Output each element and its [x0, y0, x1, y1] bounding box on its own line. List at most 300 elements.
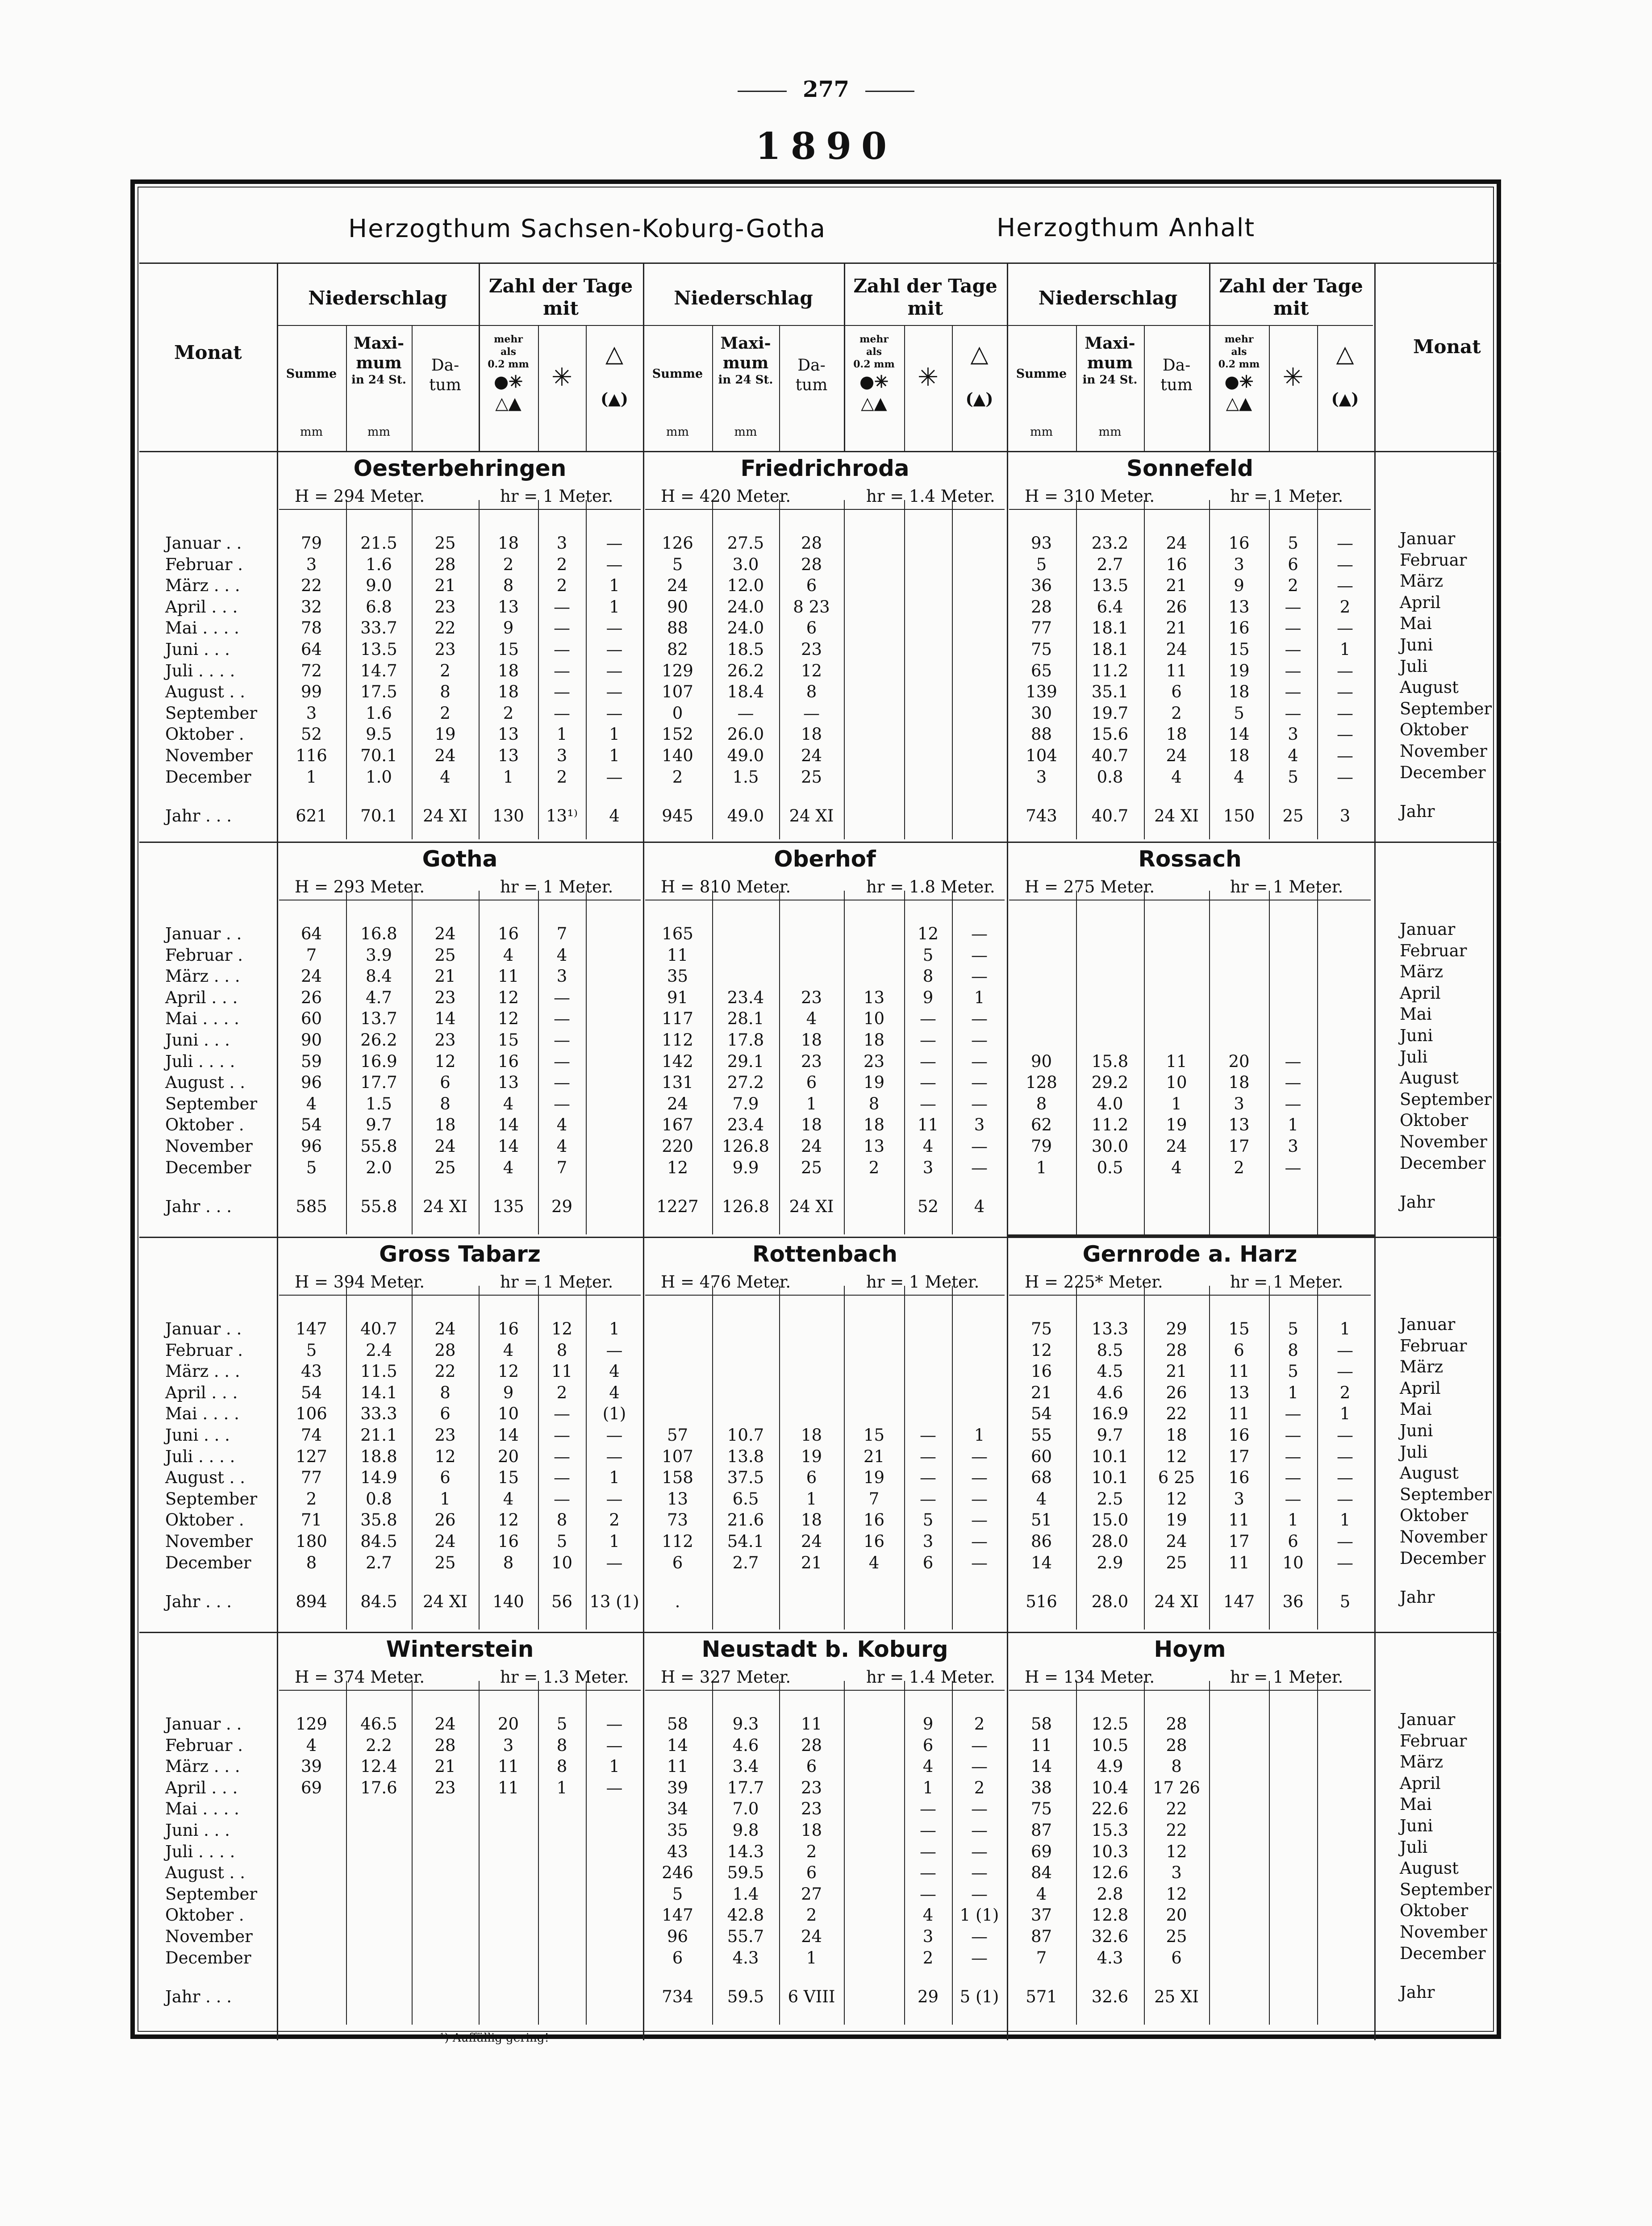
table-cell: 107	[662, 682, 693, 702]
table-cell: 12	[801, 661, 822, 680]
month-label: Januar . .	[165, 1319, 242, 1338]
month-label: November	[165, 746, 253, 765]
table-cell-total: 70.1	[360, 806, 397, 826]
table-cell: 2.8	[1097, 1884, 1123, 1904]
table-cell: 21.5	[360, 534, 397, 553]
table-cell: 12.5	[1091, 1714, 1129, 1734]
table-cell: 11	[497, 967, 519, 986]
table-cell: 129	[662, 661, 693, 680]
table-cell: 1	[556, 725, 567, 744]
table-cell: 14	[1030, 1553, 1052, 1572]
month-label: März . . .	[165, 1362, 240, 1381]
table-cell: 7	[556, 1158, 567, 1177]
table-cell: 8	[440, 682, 451, 702]
table-cell: —	[1285, 618, 1302, 638]
table-cell: 8	[868, 1094, 880, 1113]
table-cell: 6	[806, 1073, 817, 1092]
table-cell: 28	[1030, 597, 1052, 617]
table-cell: 23	[434, 988, 456, 1007]
unit-label: mm	[367, 425, 391, 439]
table-cell: 180	[296, 1532, 327, 1551]
table-cell: 6.5	[732, 1489, 759, 1509]
month-label: Juli . . . .	[165, 1446, 235, 1466]
table-cell: 11	[1228, 1404, 1250, 1424]
table-cell: 8	[1171, 1757, 1182, 1776]
month-label: August	[1400, 678, 1459, 697]
table-cell: 18	[1166, 725, 1187, 744]
table-cell: 26	[434, 1510, 456, 1530]
table-cell: 6	[1288, 554, 1298, 574]
snow-icon: ✳	[551, 363, 572, 392]
table-cell: —	[971, 1735, 988, 1755]
table-cell: 4	[922, 1137, 934, 1156]
table-cell: 65	[1030, 661, 1052, 680]
column-header-mehr-als: mehr	[494, 333, 523, 345]
table-cell: 23	[434, 1426, 456, 1445]
table-cell: 131	[662, 1073, 693, 1092]
table-cell: 3	[1171, 1863, 1182, 1883]
table-cell: 10	[497, 1404, 519, 1424]
table-cell: 54.1	[727, 1532, 764, 1551]
table-cell: 28.1	[727, 1009, 764, 1029]
table-cell: 90	[1030, 1051, 1052, 1071]
month-label: November	[165, 1532, 253, 1551]
table-cell: 23	[801, 1778, 822, 1797]
table-cell: 22	[300, 576, 322, 596]
table-cell: 246	[662, 1863, 693, 1883]
table-cell: 4	[503, 1094, 514, 1113]
table-cell: 8	[306, 1553, 317, 1572]
month-label: September	[165, 1094, 258, 1113]
table-cell: 2	[1234, 1158, 1244, 1177]
table-cell: 3	[974, 1115, 985, 1135]
table-cell: 23	[801, 640, 822, 659]
month-label: Januar . .	[165, 924, 242, 943]
table-cell: 16	[1228, 1426, 1250, 1445]
table-cell-total: 24 XI	[1154, 806, 1199, 826]
table-cell-total: 5 (1)	[959, 1987, 999, 2007]
table-cell: 71	[300, 1510, 322, 1530]
table-cell: 17	[1228, 1532, 1250, 1551]
table-cell: 33.7	[360, 618, 397, 638]
column-header-monat: Monat	[174, 342, 242, 363]
table-cell: 15.6	[1091, 725, 1129, 744]
unit-label: mm	[666, 425, 689, 439]
table-cell: 11	[1166, 1051, 1187, 1071]
column-header-datum: Da-	[1162, 356, 1191, 375]
table-cell: 9	[922, 1714, 934, 1734]
table-cell: 15.8	[1091, 1051, 1129, 1071]
table-cell: —	[971, 1821, 988, 1840]
table-cell: —	[1337, 1489, 1353, 1509]
table-cell: 96	[667, 1927, 688, 1946]
column-header-maximum: Maxi-	[720, 334, 771, 353]
table-cell: —	[1285, 1489, 1302, 1509]
table-cell: 2.7	[1097, 554, 1123, 574]
table-cell: 13	[863, 988, 885, 1007]
table-cell: 0.5	[1097, 1158, 1123, 1177]
table-cell: 13	[497, 1073, 519, 1092]
table-cell: 18	[1228, 682, 1250, 702]
table-cell: —	[554, 703, 570, 723]
month-label: August . .	[165, 1863, 245, 1883]
table-cell-total: 24 XI	[1154, 1592, 1199, 1612]
station-gauge-height: hr = 1 Meter.	[1230, 487, 1343, 506]
table-cell: 20	[1228, 1051, 1250, 1071]
table-cell-total: 13 (1)	[589, 1592, 639, 1612]
table-cell: 18	[497, 534, 519, 553]
table-cell: 16	[1228, 1468, 1250, 1488]
table-cell: 82	[667, 640, 688, 659]
table-cell: 18	[801, 1115, 822, 1135]
table-cell: 96	[300, 1137, 322, 1156]
month-label: Mai	[1400, 1005, 1432, 1024]
table-cell: 84.5	[360, 1532, 397, 1551]
table-cell: —	[1337, 1446, 1353, 1466]
table-cell: 84	[1030, 1863, 1052, 1883]
table-cell: —	[737, 703, 754, 723]
table-cell: 4	[503, 1489, 514, 1509]
table-cell: —	[606, 1735, 623, 1755]
column-header-zahl-der-tage: Zahl der Tage	[488, 275, 633, 297]
table-cell: 21	[1166, 1362, 1187, 1381]
table-cell: 112	[662, 1030, 693, 1050]
table-cell: 54	[300, 1383, 322, 1402]
table-cell: 9.7	[366, 1115, 392, 1135]
table-cell: 3	[1288, 1137, 1298, 1156]
column-header-mehr-als: als	[501, 346, 516, 358]
table-cell: 2	[806, 1842, 817, 1861]
table-cell: 58	[1030, 1714, 1052, 1734]
table-cell: 3	[306, 554, 317, 574]
month-label: Januar . .	[165, 534, 242, 553]
table-cell: —	[606, 767, 623, 787]
table-cell: 1	[609, 1319, 620, 1338]
table-cell-total: 5	[1339, 1592, 1351, 1612]
table-cell: 21	[1030, 1383, 1052, 1402]
month-label: September	[1400, 1484, 1492, 1504]
divider	[738, 91, 787, 92]
hail-icon: (▲)	[965, 390, 993, 409]
table-cell: 4	[440, 767, 451, 787]
table-cell: 78	[300, 618, 322, 638]
page-number	[0, 76, 1652, 102]
table-cell: —	[920, 1799, 936, 1819]
table-cell: —	[1285, 1446, 1302, 1466]
table-cell: 13	[497, 725, 519, 744]
table-cell-total: 4	[609, 806, 620, 826]
table-cell: —	[971, 1532, 988, 1551]
table-cell: 104	[1026, 746, 1057, 765]
month-label: Juli	[1400, 1837, 1428, 1857]
table-cell: 24	[667, 1094, 688, 1113]
table-cell: 15	[497, 1030, 519, 1050]
station-gauge-height: hr = 1.4 Meter.	[866, 487, 995, 506]
table-cell: 4	[1234, 767, 1244, 787]
column-header-maximum: mum	[722, 354, 769, 372]
table-cell: 140	[662, 746, 693, 765]
table-cell: 11.5	[360, 1362, 397, 1381]
table-cell: 93	[1030, 534, 1052, 553]
table-cell: 12.4	[360, 1757, 397, 1776]
table-cell: 20	[497, 1446, 519, 1466]
table-cell: 5	[556, 1714, 567, 1734]
table-cell: 25	[1166, 1927, 1187, 1946]
table-cell: 11.2	[1091, 1115, 1129, 1135]
table-cell: 12	[917, 924, 939, 943]
table-cell: 2.7	[732, 1553, 759, 1572]
table-cell: 4	[1171, 767, 1182, 787]
table-cell: 28	[801, 554, 822, 574]
station-gauge-height: hr = 1 Meter.	[1230, 1272, 1343, 1292]
table-cell: 3.4	[732, 1757, 759, 1776]
month-label: Februar	[1400, 550, 1467, 570]
table-cell: 13.7	[360, 1009, 397, 1029]
table-cell-total: 52	[917, 1197, 939, 1217]
table-cell: 29.1	[727, 1051, 764, 1071]
station-gauge-height: hr = 1 Meter.	[500, 877, 613, 896]
table-cell: —	[1337, 534, 1353, 553]
table-cell: 19	[434, 725, 456, 744]
table-cell: 1	[974, 988, 985, 1007]
table-cell: 12	[434, 1051, 456, 1071]
station-name: Oberhof	[774, 846, 876, 872]
table-cell: 14	[1228, 725, 1250, 744]
table-cell: 21	[863, 1446, 885, 1466]
table-cell: 1	[1339, 1510, 1351, 1530]
table-cell: 58	[667, 1714, 688, 1734]
table-cell: 54	[1030, 1404, 1052, 1424]
table-cell: 13.5	[360, 640, 397, 659]
table-cell: 3	[503, 1735, 514, 1755]
table-cell: 52	[300, 725, 322, 744]
table-cell: 0	[672, 703, 683, 723]
column-header-mehr-als: △▲	[495, 393, 521, 413]
table-cell: 5	[922, 945, 934, 965]
table-cell: 1.6	[366, 554, 392, 574]
table-cell: 23	[801, 1799, 822, 1819]
table-cell: 13.5	[1091, 576, 1129, 596]
table-cell: 18	[497, 682, 519, 702]
table-cell: —	[554, 1404, 570, 1424]
table-cell: 1	[806, 1489, 817, 1509]
table-cell: 86	[1030, 1532, 1052, 1551]
table-cell: 4	[306, 1735, 317, 1755]
table-cell: 14.9	[360, 1468, 397, 1488]
month-label: Oktober .	[165, 1905, 244, 1925]
table-cell: —	[971, 1137, 988, 1156]
table-cell: 12	[434, 1446, 456, 1466]
table-cell: 6.4	[1097, 597, 1123, 617]
month-label: November	[1400, 1132, 1487, 1151]
table-cell: 43	[300, 1362, 322, 1381]
table-cell: 24	[1166, 534, 1187, 553]
table-cell: 15.0	[1091, 1510, 1129, 1530]
table-cell: 1	[609, 597, 620, 617]
month-label: August	[1400, 1463, 1459, 1483]
page-title: 1890	[755, 125, 897, 168]
table-cell: 5	[556, 1532, 567, 1551]
table-cell: 22	[1166, 1799, 1187, 1819]
table-cell: 0.8	[366, 1489, 392, 1509]
table-cell: 24	[1166, 1532, 1187, 1551]
table-cell: —	[971, 1489, 988, 1509]
month-label: Februar	[1400, 941, 1467, 960]
table-cell: 18.1	[1091, 618, 1129, 638]
table-cell: 19	[863, 1468, 885, 1488]
table-cell: —	[554, 1426, 570, 1445]
table-cell: 158	[662, 1468, 693, 1488]
month-label: September	[1400, 1880, 1492, 1899]
table-cell-total: 25 XI	[1154, 1987, 1199, 2007]
table-cell: 5	[306, 1340, 317, 1360]
table-cell: 11	[667, 945, 688, 965]
table-cell: 27.2	[727, 1073, 764, 1092]
table-cell: 1.5	[732, 767, 759, 787]
table-cell-total: 621	[296, 806, 327, 826]
station-name: Neustadt b. Koburg	[701, 1636, 948, 1662]
table-cell-total: 59.5	[727, 1987, 764, 2007]
table-cell: 7	[306, 945, 317, 965]
station-gauge-height: hr = 1 Meter.	[1230, 1667, 1343, 1687]
table-cell: 4.6	[1097, 1383, 1123, 1402]
month-label: Juni . . .	[165, 1821, 230, 1840]
month-label: März . . .	[165, 1757, 240, 1776]
table-cell: 13	[497, 597, 519, 617]
table-cell: 4.5	[1097, 1362, 1123, 1381]
table-cell: 3	[556, 967, 567, 986]
table-cell: 2	[556, 1383, 567, 1402]
table-cell: 19	[1166, 1115, 1187, 1135]
column-header-mehr-als: 0.2 mm	[853, 358, 895, 370]
table-cell: —	[554, 988, 570, 1007]
month-label: September	[165, 1489, 258, 1509]
table-cell: (1)	[602, 1404, 626, 1424]
table-cell: —	[606, 703, 623, 723]
table-cell: —	[1285, 1094, 1302, 1113]
table-cell: 43	[667, 1842, 688, 1861]
table-cell: 4	[609, 1362, 620, 1381]
table-cell: 10.7	[727, 1426, 764, 1445]
station-elevation: H = 225* Meter.	[1025, 1272, 1163, 1292]
table-cell: 5	[922, 1510, 934, 1530]
table-cell: 35.1	[1091, 682, 1129, 702]
table-cell: —	[554, 1446, 570, 1466]
table-cell: —	[1337, 576, 1353, 596]
table-cell: 18.1	[1091, 640, 1129, 659]
month-label: Februar .	[165, 1735, 243, 1755]
table-cell: 23	[434, 597, 456, 617]
station-name: Gross Tabarz	[379, 1241, 541, 1267]
table-cell: —	[606, 1340, 623, 1360]
table-cell: 19.7	[1091, 703, 1129, 723]
table-cell: 18	[801, 1821, 822, 1840]
table-cell: —	[554, 1489, 570, 1509]
table-cell: 8	[503, 576, 514, 596]
table-cell: 6	[806, 1863, 817, 1883]
table-cell: 22	[1166, 1821, 1187, 1840]
table-cell: —	[606, 1553, 623, 1572]
table-cell: —	[971, 1009, 988, 1029]
table-cell: 15	[1228, 640, 1250, 659]
table-cell: 28	[434, 1340, 456, 1360]
table-cell: 90	[667, 597, 688, 617]
table-cell: 7.9	[732, 1094, 759, 1113]
table-cell: —	[971, 967, 988, 986]
table-cell: 69	[300, 1778, 322, 1797]
month-label: August . .	[165, 682, 245, 702]
table-cell: —	[606, 1426, 623, 1445]
table-cell: —	[1285, 640, 1302, 659]
table-cell: —	[606, 661, 623, 680]
month-label: Juli	[1400, 1047, 1428, 1067]
table-cell: —	[1337, 1532, 1353, 1551]
table-cell: —	[554, 597, 570, 617]
table-cell: 5	[1288, 1319, 1298, 1338]
table-cell: 16	[863, 1532, 885, 1551]
table-cell: 3	[1234, 1489, 1244, 1509]
table-cell: 6	[672, 1553, 683, 1572]
table-cell: 12	[551, 1319, 573, 1338]
table-cell: 24	[801, 1137, 822, 1156]
station-name: Rottenbach	[752, 1241, 897, 1267]
hail-icon: △	[970, 341, 989, 367]
table-cell: 24	[667, 576, 688, 596]
column-header-niederschlag: Niederschlag	[1038, 287, 1178, 309]
table-cell: 30.0	[1091, 1137, 1129, 1156]
table-cell: —	[920, 1051, 936, 1071]
table-cell: 26	[300, 988, 322, 1007]
station-gauge-height: hr = 1.4 Meter.	[866, 1667, 995, 1687]
table-cell: 18	[1228, 1073, 1250, 1092]
table-cell: 22	[434, 1362, 456, 1381]
table-cell: 23	[434, 640, 456, 659]
table-cell: —	[554, 1051, 570, 1071]
table-cell: —	[920, 1426, 936, 1445]
table-cell: 8	[1288, 1340, 1298, 1360]
table-cell: 25	[434, 1158, 456, 1177]
table-cell: 26.2	[360, 1030, 397, 1050]
table-cell: 10.1	[1091, 1446, 1129, 1466]
column-header-datum: tum	[795, 376, 828, 394]
month-label: März . . .	[165, 576, 240, 596]
month-label: Januar	[1400, 1710, 1456, 1729]
table-cell: 16	[497, 1051, 519, 1071]
station-elevation: H = 134 Meter.	[1025, 1667, 1155, 1687]
table-cell: 1	[974, 1426, 985, 1445]
table-cell: 26.2	[727, 661, 764, 680]
table-cell: 9.5	[366, 725, 392, 744]
table-cell: —	[971, 1468, 988, 1488]
table-cell: 13	[1228, 1115, 1250, 1135]
table-cell: 35	[667, 1821, 688, 1840]
table-cell: 2	[1288, 576, 1298, 596]
column-header-summe: Summe	[1016, 367, 1067, 381]
table-cell: 32.6	[1091, 1927, 1129, 1946]
month-label: Januar . .	[165, 1714, 242, 1734]
table-cell: 16	[497, 1319, 519, 1338]
table-cell: 2	[556, 767, 567, 787]
column-header-zahl-der-tage: Zahl der Tage	[853, 275, 997, 297]
table-cell: 28	[801, 1735, 822, 1755]
table-cell: —	[606, 1489, 623, 1509]
table-cell: 1	[609, 1468, 620, 1488]
table-cell: 68	[1030, 1468, 1052, 1488]
month-label: Mai	[1400, 614, 1432, 634]
table-cell: 20	[497, 1714, 519, 1734]
month-label: Oktober .	[165, 725, 244, 744]
table-cell: 28	[1166, 1735, 1187, 1755]
